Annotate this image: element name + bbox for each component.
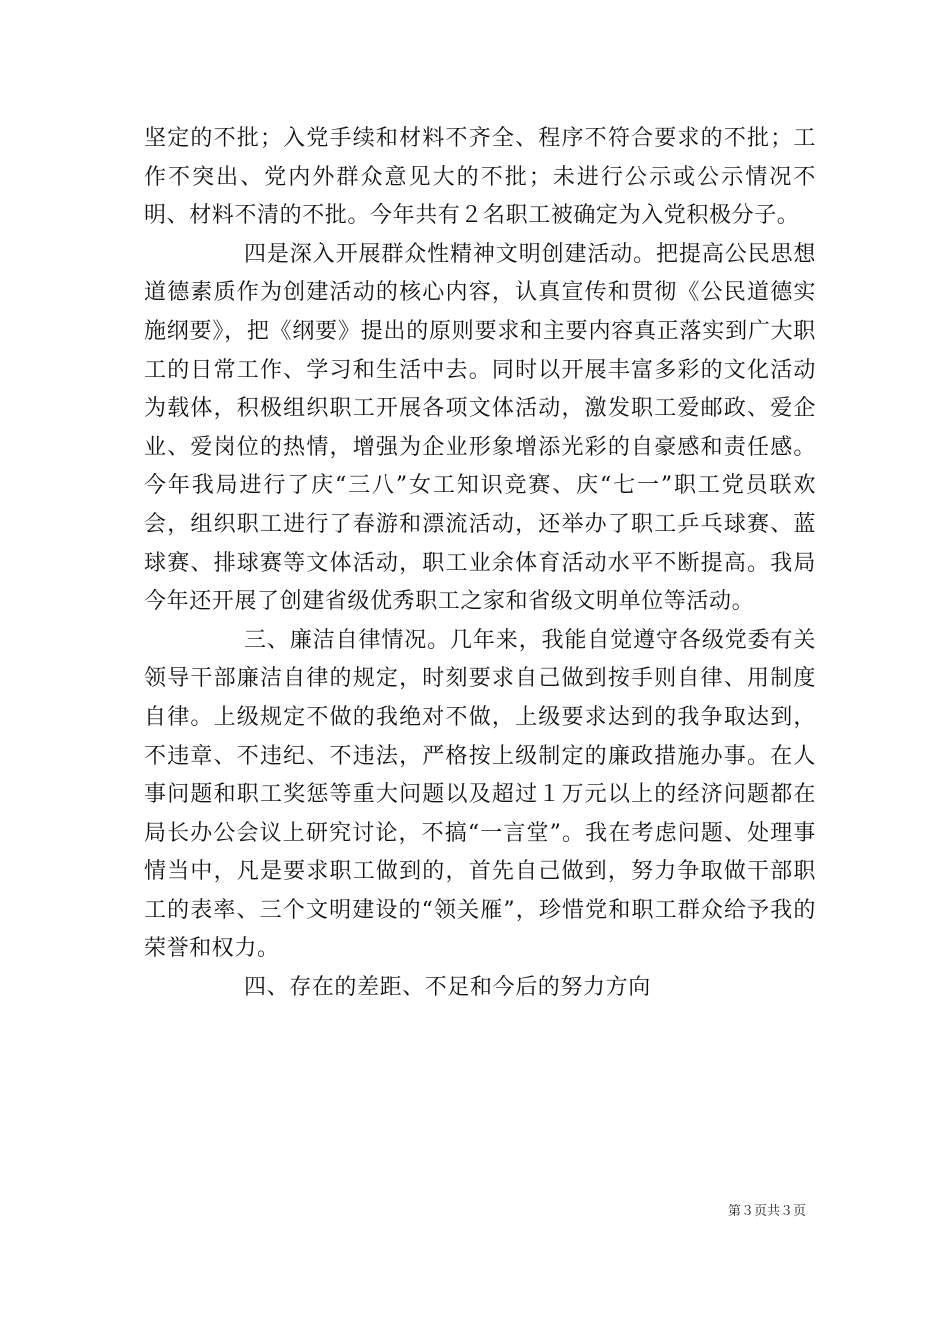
section-heading-gaps-and-direction: 四、存在的差距、不足和今后的努力方向 xyxy=(244,975,651,1001)
page-number: 第３页共３页 xyxy=(727,1204,806,1219)
document-body xyxy=(144,120,816,1008)
paragraph-spiritual-civilization-activities: 四是深入开展群众性精神文明创建活动。把提高公民思想道德素质作为创建活动的核心内容，认真宣传和贯彻《公民道德实施纲要》，把《纲要》提出的原则要求和主要内容真正落实到广大职工的日常工作、学习和生活中去。同时以开展丰富多彩的文化活动为载体，积极组织职工开展各项文体活动，激发职工爱邮政、爱企业、爱岗位的热情，增强为企业形象增添光彩的自豪感和责任感。今年我局进行了庆“三八”女工知识竞赛、庆“七一”职工党员联欢会，组织职工进行了春游和漂流活动，还举办了职工乒乓球赛、蓝球赛、排球赛等文体活动，职工业余体育活动水平不断提高。我局今年还开展了创建省级优秀职工之家和省级文明单位等活动。 xyxy=(144,241,816,615)
paragraph-integrity-self-discipline: 三、廉洁自律情况。几年来，我能自觉遵守各级党委有关领导干部廉洁自律的规定，时刻要求自己做到按手则自律、用制度自律。上级规定不做的我绝对不做，上级要求达到的我争取达到，不违章、不违纪、不违法，严格按上级制定的廉政措施办事。在人事问题和职工奖惩等重大问题以及超过１万元以上的经济问题都在局长办公会议上研究讨论，不搞“一言堂”。我在考虑问题、处理事情当中，凡是要求职工做到的，首先自己做到，努力争取做干部职工的表率、三个文明建设的“领关雁”，珍惜党和职工群众给予我的荣誉和权力。 xyxy=(144,627,816,962)
paragraph-party-admission-criteria: 坚定的不批；入党手续和材料不齐全、程序不符合要求的不批；工作不突出、党内外群众意见大的不批；未进行公示或公示情况不明、材料不清的不批。今年共有２名职工被确定为入党积极分子。 xyxy=(144,126,816,229)
